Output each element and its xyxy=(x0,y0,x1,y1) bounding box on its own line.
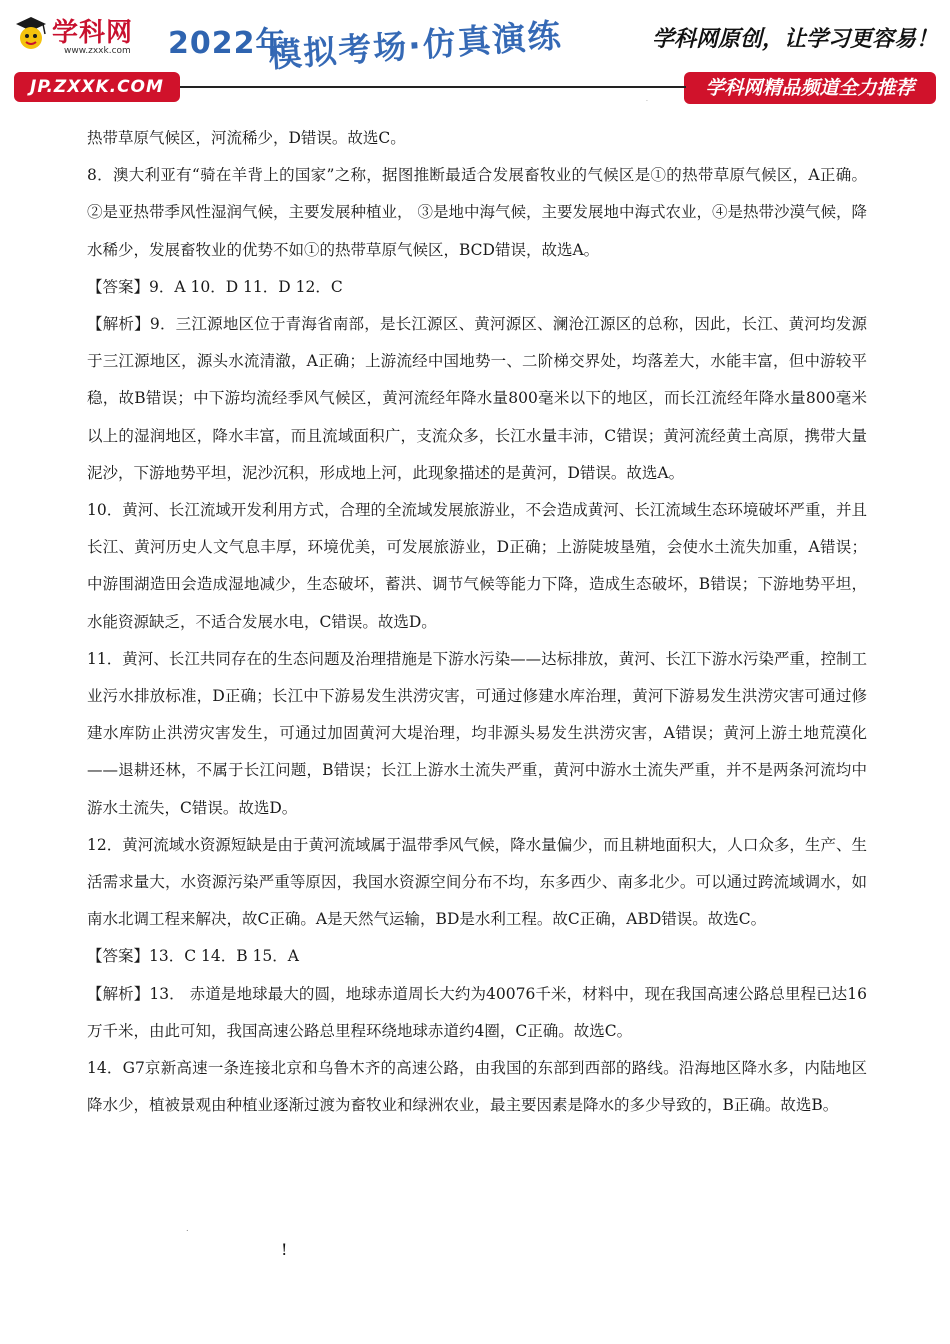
stray-exclamation: ! xyxy=(281,1240,288,1259)
paragraph: 8．澳大利亚有“骑在羊背上的国家”之称，据图推断最适合发展畜牧业的气候区是①的热带草原气候区，A正确。②是亚热带季风性湿润气候，主要发展种植业， ③是地中海气候，主要发展地中海式农业，④是热带沙漠气候，降水稀少，发展畜牧业的优势不如①的热带草原气候区，BCD错误，故选A。 xyxy=(87,166,867,259)
paragraph: 12．黄河流域水资源短缺是由于黄河流域属于温带季风气候，降水量偏少，而且耕地面积大，人口众多，生产、生活需求量大，水资源污染严重等原因，我国水资源空间分布不均，东多西少、南多北少。可以通过跨流域调水，如南水北调工程来解决，故C正确。A是天然气运输，BD是水利工程。故C正确，ABD错误。故选C。 xyxy=(87,835,867,929)
paragraph: 14．G7京新高速一条连接北京和乌鲁木齐的高速公路，由我国的东部到西部的路线。沿海地区降水多，内陆地区降水少，植被景观由种植业逐渐过渡为畜牧业和绿洲农业，最主要因素是降水的多少导致的，B正确。故选B。 xyxy=(87,1059,867,1115)
answer-explanations xyxy=(87,120,867,1124)
graduate-mascot-icon xyxy=(14,14,48,54)
recommend-label: 学科网精品频道全力推荐 xyxy=(705,77,915,99)
page-header xyxy=(0,0,950,112)
zxxk-logo[interactable] xyxy=(14,10,144,62)
exam-year: 2022年 xyxy=(168,26,287,61)
paragraph: 11．黄河、长江共同存在的生态问题及治理措施是下游水污染——达标排放，黄河、长江下游水污染严重，控制工业污水排放标准，D正确；长江中下游易发生洪涝灾害，可通过修建水库治理，黄河下游易发生洪涝灾害可通过修建水库防止洪涝灾害发生，可通过加固黄河大堤治理，均非源头易发生洪涝灾害，A错误；黄河上游土地荒漠化——退耕还林，不属于长江问题，B错误；长江上游水土流失严重，黄河中游水土流失严重，并不是两条河流均中游水土流失，C错误。故选D。 xyxy=(87,649,867,817)
logo-text: 学科网 xyxy=(52,18,134,48)
stray-dot: . xyxy=(186,1224,189,1233)
series-title: 模拟考场·仿真演练 xyxy=(267,15,564,76)
site-badge-label: JP.ZXXK.COM xyxy=(30,77,164,97)
slogan: 学科网原创，让学习更容易！ xyxy=(652,26,939,52)
paragraph: 【解析】13． 赤道是地球最大的圆，地球赤道周长大约为40076千米，材料中，现在我国高速公路总里程已达16万千米，由此可知，我国高速公路总里程环绕地球赤道约4圈，C正确。故选C。 xyxy=(87,984,867,1040)
recommend-banner[interactable] xyxy=(684,72,936,104)
header-divider xyxy=(180,86,686,88)
logo-url: www.zxxk.com xyxy=(64,46,131,56)
paragraph: 热带草原气候区，河流稀少，D错误。故选C。 xyxy=(87,129,406,147)
paragraph: 【解析】9．三江源地区位于青海省南部，是长江源区、黄河源区、澜沧江源区的总称，因此，长江、黄河均发源于三江源地区，源头水流清澈，A正确；上游流经中国地势一、二阶梯交界处，均落差大，水能丰富，但中游较平稳，故B错误；中下游均流经季风气候区，黄河流经年降水量800毫米以下的地区，而长江流经年降水量800毫米以上的湿润地区，降水丰富，而且流域面积广，支流众多，长江水量丰沛，C错误；黄河流经黄土高原，携带大量泥沙，下游地势平坦，泥沙沉积，形成地上河，此现象描述的是黄河，D错误。故选A。 xyxy=(87,315,867,482)
answer-key: 【答案】9．A 10．D 11．D 12．C xyxy=(87,277,343,296)
answer-key: 【答案】13．C 14．B 15．A xyxy=(87,947,299,966)
site-badge[interactable] xyxy=(14,72,180,102)
paragraph: 10．黄河、长江流域开发利用方式，合理的全流域发展旅游业，不会造成黄河、长江流域生态环境破坏严重，并且长江、黄河历史人文气息丰厚，环境优美，可发展旅游业，D正确；上游陡坡垦殖，会使水土流失加重，A错误；中游围湖造田会造成湿地减少，生态破坏，蓄洪、调节气候等能力下降，造成生态破坏，B错误；下游地势平坦，水能资源缺乏，不适合发展水电，C错误。故选D。 xyxy=(87,501,867,631)
stray-mark: . xyxy=(646,96,648,103)
